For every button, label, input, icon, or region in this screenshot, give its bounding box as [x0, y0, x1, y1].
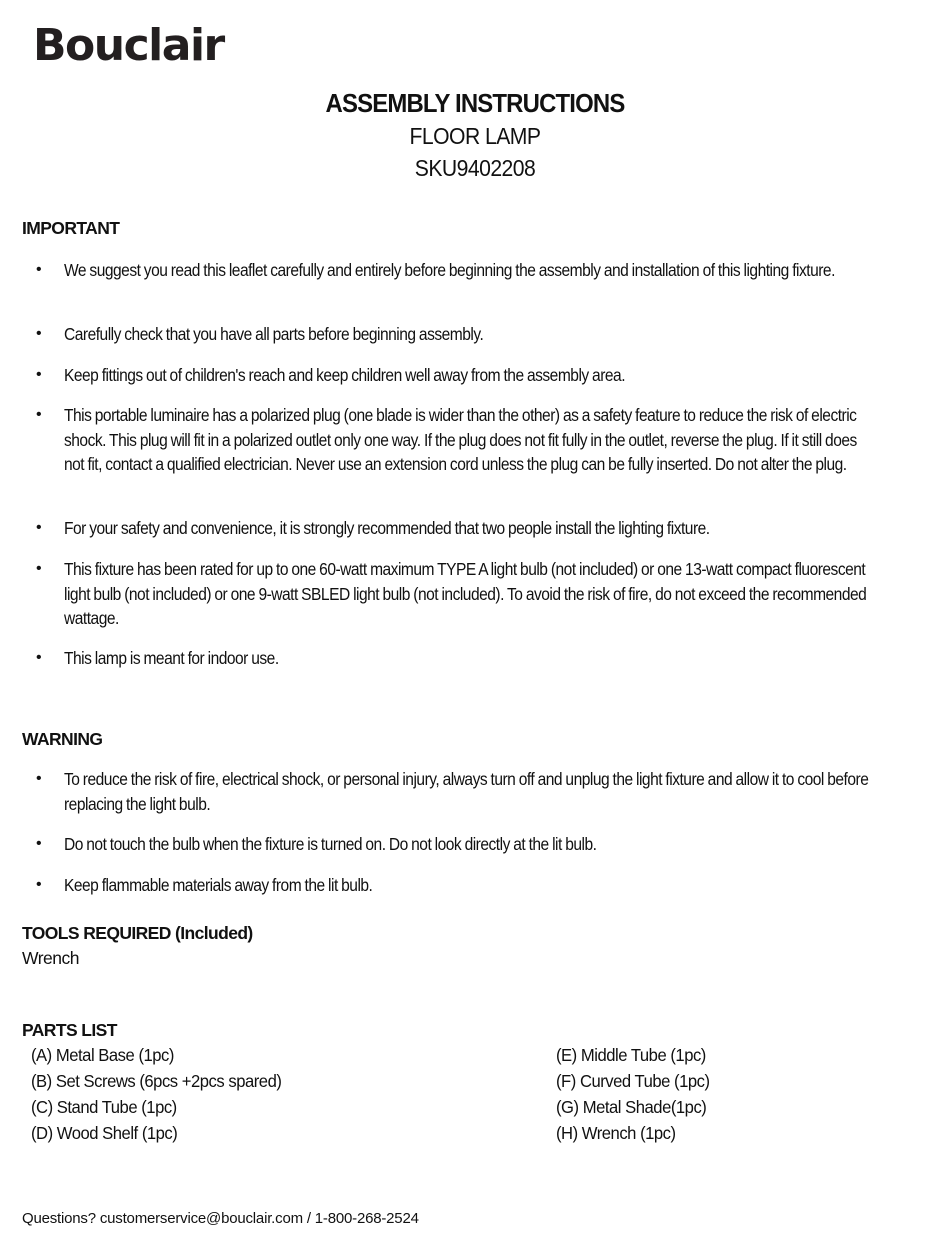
- warning-heading: WARNING: [22, 729, 103, 749]
- bullet-icon: •: [36, 649, 42, 666]
- list-item-text: Keep flammable materials away from the lit bulb.: [64, 875, 373, 895]
- product-sku: SKU9402208: [414, 155, 536, 181]
- document-title: ASSEMBLY INSTRUCTIONS: [325, 88, 625, 118]
- brand-logo: Bouclair: [33, 20, 224, 71]
- list-item-text: To reduce the risk of fire, electrical shock, or personal injury, always turn off and unplug the light fixture and allow it to cool before replacing the light bulb.: [64, 769, 869, 814]
- part-item-a: (A) Metal Base (1pc): [31, 1045, 174, 1065]
- bullet-icon: •: [36, 325, 42, 342]
- document-title-block: [0, 86, 950, 184]
- bullet-icon: •: [36, 519, 42, 536]
- part-item-b: (B) Set Screws (6pcs +2pcs spared): [31, 1071, 282, 1091]
- part-item-h: (H) Wrench (1pc): [556, 1123, 676, 1143]
- bullet-icon: •: [36, 770, 42, 787]
- part-item-e: (E) Middle Tube (1pc): [556, 1045, 706, 1065]
- list-item-text: We suggest you read this leaflet carefully and entirely before beginning the assembly and installation of this lighting fixture.: [64, 260, 835, 280]
- list-item-text: This lamp is meant for indoor use.: [64, 648, 279, 668]
- part-item-d: (D) Wood Shelf (1pc): [31, 1123, 178, 1143]
- bullet-icon: •: [36, 406, 42, 423]
- bullet-icon: •: [36, 560, 42, 577]
- bullet-icon: •: [36, 876, 42, 893]
- parts-heading: PARTS LIST: [22, 1020, 117, 1040]
- list-item-text: Carefully check that you have all parts before beginning assembly.: [64, 324, 484, 344]
- tools-heading: TOOLS REQUIRED (Included): [22, 923, 253, 943]
- tool-item: Wrench: [22, 948, 79, 968]
- part-item-f: (F) Curved Tube (1pc): [556, 1071, 710, 1091]
- list-item-text: This fixture has been rated for up to one 60-watt maximum TYPE A light bulb (not included) or one 13-watt compact fluorescent light bulb (not included) or one 9-watt SBLED light bulb (not included). To avoid the risk of fire, do not exceed the recommended wattage.: [64, 559, 867, 628]
- contact-footer: Questions? customerservice@bouclair.com / 1-800-268-2524: [22, 1210, 419, 1227]
- list-item-text: Keep fittings out of children's reach and keep children well away from the assembly area.: [64, 365, 626, 385]
- part-item-g: (G) Metal Shade(1pc): [556, 1097, 707, 1117]
- list-item-text: For your safety and convenience, it is strongly recommended that two people install the lighting fixture.: [64, 518, 710, 538]
- bullet-icon: •: [36, 366, 42, 383]
- bullet-icon: •: [36, 261, 42, 278]
- product-name: FLOOR LAMP: [409, 123, 541, 149]
- part-item-c: (C) Stand Tube (1pc): [31, 1097, 177, 1117]
- list-item-text: Do not touch the bulb when the fixture is turned on. Do not look directly at the lit bulb.: [64, 834, 597, 854]
- important-heading: IMPORTANT: [22, 218, 120, 238]
- list-item-text: This portable luminaire has a polarized plug (one blade is wider than the other) as a safety feature to reduce the risk of electric shock. This plug will fit in a polarized outlet only one way. If the plug does not fit fully in the outlet, reverse the plug. If it still does not fit, contact a qualified electrician. Never use an extension cord unless the plug can be fully inserted. Do not alter the plug.: [64, 405, 857, 474]
- bullet-icon: •: [36, 835, 42, 852]
